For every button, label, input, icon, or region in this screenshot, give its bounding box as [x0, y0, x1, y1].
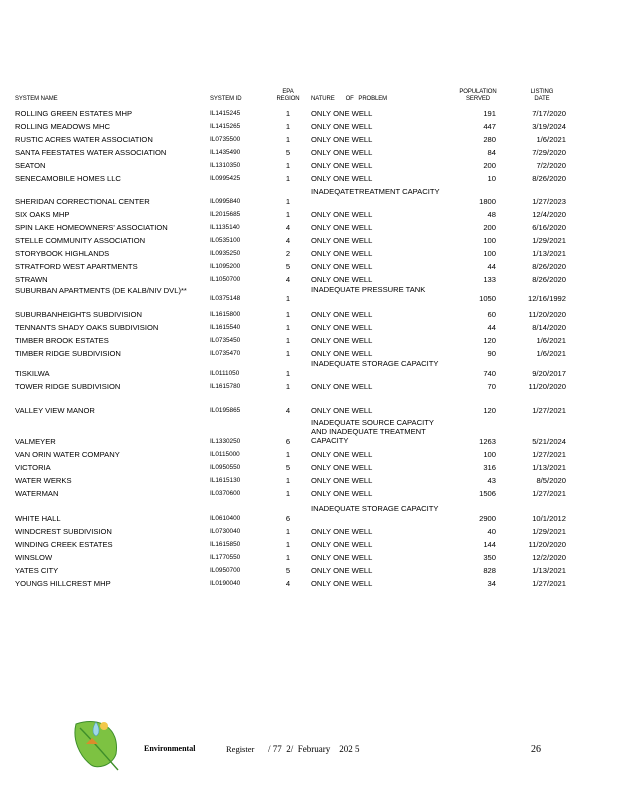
listing-date: 7/29/2020 — [532, 148, 566, 157]
system-id: IL0115000 — [210, 451, 240, 458]
population-served: 1263 — [479, 437, 496, 446]
nature-of-problem: ONLY ONE WELL — [311, 174, 373, 183]
system-id: IL0730040 — [210, 528, 241, 535]
nature-of-problem: ONLY ONE WELL — [311, 223, 373, 232]
listing-date: 7/17/2020 — [532, 109, 566, 118]
nature-of-problem: ONLY ONE WELL — [311, 489, 373, 498]
system-id: IL1095200 — [210, 263, 241, 270]
epa-region: 1 — [285, 336, 291, 345]
population-served: 34 — [487, 579, 496, 588]
listing-date: 11/20/2020 — [528, 310, 566, 319]
epa-region: 1 — [285, 294, 291, 303]
listing-date: 8/14/2020 — [532, 323, 566, 332]
system-name: SPIN LAKE HOMEOWNERS' ASSOCIATION — [15, 223, 168, 232]
nature-of-problem: ONLY ONE WELL — [311, 275, 373, 284]
nature-of-problem: INADEQUATE PRESSURE TANK — [311, 285, 426, 294]
nature-of-problem: ONLY ONE WELL — [311, 236, 373, 245]
listing-date: 1/29/2021 — [532, 527, 566, 536]
epa-region: 1 — [285, 161, 291, 170]
system-id: IL1330250 — [210, 438, 241, 445]
system-id: IL1050700 — [210, 276, 241, 283]
system-id: IL1615850 — [210, 541, 241, 548]
listing-date: 8/26/2020 — [532, 275, 566, 284]
epa-region: 1 — [285, 197, 291, 206]
epa-region: 1 — [285, 349, 291, 358]
system-id: IL1415265 — [210, 123, 241, 130]
system-name: ROLLING GREEN ESTATES MHP — [15, 109, 133, 118]
system-id: IL0735470 — [210, 350, 241, 357]
epa-region: 1 — [285, 310, 291, 319]
system-name: ROLLING MEADOWS MHC — [15, 122, 110, 131]
nature-of-problem: ONLY ONE WELL — [311, 310, 373, 319]
listing-date: 11/20/2020 — [528, 540, 566, 549]
system-name: SHERIDAN CORRECTIONAL CENTER — [15, 197, 150, 206]
header-listing-date: LISTING DATE — [530, 89, 554, 102]
epa-region: 5 — [285, 566, 291, 575]
population-served: 48 — [487, 210, 496, 219]
system-name: TIMBER RIDGE SUBDIVISION — [15, 349, 121, 358]
population-served: 84 — [487, 148, 496, 157]
system-name: TENNANTS SHADY OAKS SUBDIVISION — [15, 323, 159, 332]
system-id: IL0375148 — [210, 295, 241, 302]
listing-date: 12/4/2020 — [532, 210, 566, 219]
nature-of-problem: ONLY ONE WELL — [311, 323, 373, 332]
epa-region: 1 — [285, 540, 291, 549]
system-id: IL1615800 — [210, 311, 241, 318]
epa-region: 4 — [285, 223, 291, 232]
epa-region: 1 — [285, 527, 291, 536]
nature-of-problem: ONLY ONE WELL — [311, 249, 373, 258]
nature-of-problem: ONLY ONE WELL — [311, 109, 373, 118]
header-system-id: SYSTEM ID — [210, 96, 242, 102]
system-name: WINSLOW — [15, 553, 53, 562]
listing-date: 12/16/1992 — [527, 294, 566, 303]
nature-of-problem: ONLY ONE WELL — [311, 553, 373, 562]
system-name: WATER WERKS — [15, 476, 72, 485]
system-name: WHITE HALL — [15, 514, 61, 523]
system-name: STRATFORD WEST APARTMENTS — [15, 262, 138, 271]
population-served: 828 — [483, 566, 496, 575]
nature-of-problem: INADEQUATE SOURCE CAPACITY AND INADEQUATE TREATMENT CAPACITY — [311, 418, 434, 445]
epa-region: 4 — [285, 406, 291, 415]
footer-register: Register — [226, 744, 255, 754]
system-id: IL1415245 — [210, 110, 241, 117]
nature-of-problem: ONLY ONE WELL — [311, 336, 373, 345]
listing-date: 1/27/2021 — [532, 579, 566, 588]
nature-of-problem: ONLY ONE WELL — [311, 579, 373, 588]
epa-region: 1 — [285, 174, 291, 183]
population-served: 100 — [483, 249, 496, 258]
nature-of-problem: ONLY ONE WELL — [311, 161, 373, 170]
system-id: IL0190040 — [210, 580, 241, 587]
listing-date: 9/20/2017 — [532, 369, 566, 378]
listing-date: 1/6/2021 — [536, 349, 566, 358]
system-id: IL0950550 — [210, 464, 241, 471]
epa-region: 4 — [285, 275, 291, 284]
nature-of-problem: ONLY ONE WELL — [311, 463, 373, 472]
listing-date: 8/5/2020 — [536, 476, 566, 485]
footer-publication: Environmental — [144, 744, 196, 753]
system-id: IL0995425 — [210, 175, 241, 182]
system-name: STORYBOOK HIGHLANDS — [15, 249, 110, 258]
epa-region: 1 — [285, 450, 291, 459]
nature-of-problem: ONLY ONE WELL — [311, 476, 373, 485]
population-served: 70 — [487, 382, 496, 391]
nature-of-problem: ONLY ONE WELL — [311, 540, 373, 549]
system-id: IL0370600 — [210, 490, 241, 497]
listing-date: 1/27/2023 — [532, 197, 566, 206]
nature-of-problem: INADEQATETREATMENT CAPACITY — [311, 187, 440, 196]
nature-of-problem: ONLY ONE WELL — [311, 122, 373, 131]
listing-date: 1/13/2021 — [532, 463, 566, 472]
system-name: VICTORIA — [15, 463, 51, 472]
population-served: 740 — [483, 369, 496, 378]
population-served: 100 — [483, 450, 496, 459]
epa-region: 1 — [285, 135, 291, 144]
population-served: 200 — [483, 161, 496, 170]
epa-region: 1 — [285, 122, 291, 131]
nature-of-problem: ONLY ONE WELL — [311, 148, 373, 157]
system-id: IL1615780 — [210, 383, 241, 390]
nature-of-problem: ONLY ONE WELL — [311, 210, 373, 219]
population-served: 447 — [483, 122, 496, 131]
system-name: SEATON — [15, 161, 46, 170]
nature-of-problem: INADEQUATE STORAGE CAPACITY — [311, 359, 439, 368]
system-name: WINDING CREEK ESTATES — [15, 540, 113, 549]
listing-date: 12/2/2020 — [532, 553, 566, 562]
population-served: 316 — [483, 463, 496, 472]
population-served: 120 — [483, 406, 496, 415]
epa-region: 6 — [285, 514, 291, 523]
epa-region: 1 — [285, 382, 291, 391]
nature-of-problem: ONLY ONE WELL — [311, 527, 373, 536]
system-id: IL1615130 — [210, 477, 241, 484]
system-id: IL1310350 — [210, 162, 241, 169]
system-id: IL0950700 — [210, 567, 241, 574]
nature-of-problem: ONLY ONE WELL — [311, 450, 373, 459]
system-name: VALMEYER — [15, 437, 56, 446]
system-name: SANTA FEESTATES WATER ASSOCIATION — [15, 148, 167, 157]
epa-region: 1 — [285, 489, 291, 498]
system-name: SIX OAKS MHP — [15, 210, 70, 219]
system-id: IL1615540 — [210, 324, 241, 331]
epa-region: 1 — [285, 210, 291, 219]
system-name: WINDCREST SUBDIVISION — [15, 527, 112, 536]
population-served: 60 — [487, 310, 496, 319]
listing-date: 1/6/2021 — [536, 336, 566, 345]
population-served: 191 — [483, 109, 496, 118]
listing-date: 1/13/2021 — [532, 249, 566, 258]
epa-region: 1 — [285, 369, 291, 378]
listing-date: 1/6/2021 — [536, 135, 566, 144]
header-epa-region: EPA REGION — [276, 89, 300, 102]
population-served: 40 — [487, 527, 496, 536]
population-served: 1800 — [479, 197, 496, 206]
nature-of-problem: ONLY ONE WELL — [311, 566, 373, 575]
environmental-register-logo — [70, 714, 122, 772]
listing-date: 11/20/2020 — [528, 382, 566, 391]
listing-date: 3/19/2024 — [532, 122, 566, 131]
listing-date: 8/26/2020 — [532, 262, 566, 271]
system-name: SUBURBANHEIGHTS SUBDIVISION — [15, 310, 143, 319]
listing-date: 1/13/2021 — [532, 566, 566, 575]
nature-of-problem: ONLY ONE WELL — [311, 349, 373, 358]
footer-issue: / 77 2/ February 202 5 — [268, 744, 360, 754]
system-name: YOUNGS HILLCREST MHP — [15, 579, 111, 588]
population-served: 2900 — [479, 514, 496, 523]
population-served: 90 — [487, 349, 496, 358]
nature-of-problem: ONLY ONE WELL — [311, 135, 373, 144]
listing-date: 7/2/2020 — [536, 161, 566, 170]
system-name: STRAWN — [15, 275, 48, 284]
population-served: 144 — [483, 540, 496, 549]
system-id: IL0935250 — [210, 250, 241, 257]
system-id: IL0195865 — [210, 407, 241, 414]
system-id: IL1135140 — [210, 224, 240, 231]
nature-of-problem: ONLY ONE WELL — [311, 382, 373, 391]
listing-date: 8/26/2020 — [532, 174, 566, 183]
nature-of-problem: ONLY ONE WELL — [311, 262, 373, 271]
system-id: IL0995840 — [210, 198, 241, 205]
system-id: IL0535100 — [210, 237, 241, 244]
system-name: TIMBER BROOK ESTATES — [15, 336, 109, 345]
epa-region: 1 — [285, 323, 291, 332]
population-served: 100 — [483, 236, 496, 245]
system-name: TISKILWA — [15, 369, 50, 378]
listing-date: 1/27/2021 — [532, 406, 566, 415]
system-id: IL0735500 — [210, 136, 241, 143]
system-id: IL0111050 — [210, 370, 240, 377]
population-served: 44 — [487, 323, 496, 332]
epa-region: 1 — [285, 476, 291, 485]
system-name: WATERMAN — [15, 489, 59, 498]
epa-region: 2 — [285, 249, 291, 258]
listing-date: 6/16/2020 — [532, 223, 566, 232]
population-served: 43 — [487, 476, 496, 485]
population-served: 200 — [483, 223, 496, 232]
listing-date: 1/29/2021 — [532, 236, 566, 245]
population-served: 10 — [487, 174, 496, 183]
nature-of-problem: INADEQUATE STORAGE CAPACITY — [311, 504, 439, 513]
epa-region: 1 — [285, 553, 291, 562]
population-served: 133 — [483, 275, 496, 284]
epa-region: 5 — [285, 262, 291, 271]
nature-of-problem: ONLY ONE WELL — [311, 406, 373, 415]
system-name: YATES CITY — [15, 566, 59, 575]
system-id: IL1770550 — [210, 554, 241, 561]
system-name: SENECAMOBILE HOMES LLC — [15, 174, 121, 183]
listing-date: 1/27/2021 — [532, 450, 566, 459]
header-nature-of-problem: NATURE OF PROBLEM — [311, 96, 388, 102]
epa-region: 5 — [285, 148, 291, 157]
epa-region: 5 — [285, 463, 291, 472]
system-name: STELLE COMMUNITY ASSOCIATION — [15, 236, 146, 245]
system-name: RUSTIC ACRES WATER ASSOCIATION — [15, 135, 153, 144]
system-id: IL0610400 — [210, 515, 241, 522]
page-number: 26 — [531, 744, 541, 755]
system-name: SUBURBAN APARTMENTS (DE KALB/NIV DVL)** — [15, 286, 187, 295]
header-population-served: POPULATION SERVED — [459, 89, 497, 102]
listing-date: 10/1/2012 — [532, 514, 566, 523]
system-name: VALLEY VIEW MANOR — [15, 406, 95, 415]
population-served: 120 — [483, 336, 496, 345]
system-id: IL0735450 — [210, 337, 241, 344]
population-served: 44 — [487, 262, 496, 271]
system-id: IL1435490 — [210, 149, 241, 156]
epa-region: 1 — [285, 109, 291, 118]
system-name: TOWER RIDGE SUBDIVISION — [15, 382, 121, 391]
epa-region: 6 — [285, 437, 291, 446]
listing-date: 5/21/2024 — [532, 437, 566, 446]
population-served: 280 — [483, 135, 496, 144]
epa-region: 4 — [285, 579, 291, 588]
population-served: 350 — [483, 553, 496, 562]
population-served: 1050 — [479, 294, 496, 303]
listing-date: 1/27/2021 — [532, 489, 566, 498]
population-served: 1506 — [479, 489, 496, 498]
epa-region: 4 — [285, 236, 291, 245]
system-id: IL2015685 — [210, 211, 241, 218]
system-name: VAN ORIN WATER COMPANY — [15, 450, 120, 459]
header-system-name: SYSTEM NAME — [15, 96, 58, 102]
